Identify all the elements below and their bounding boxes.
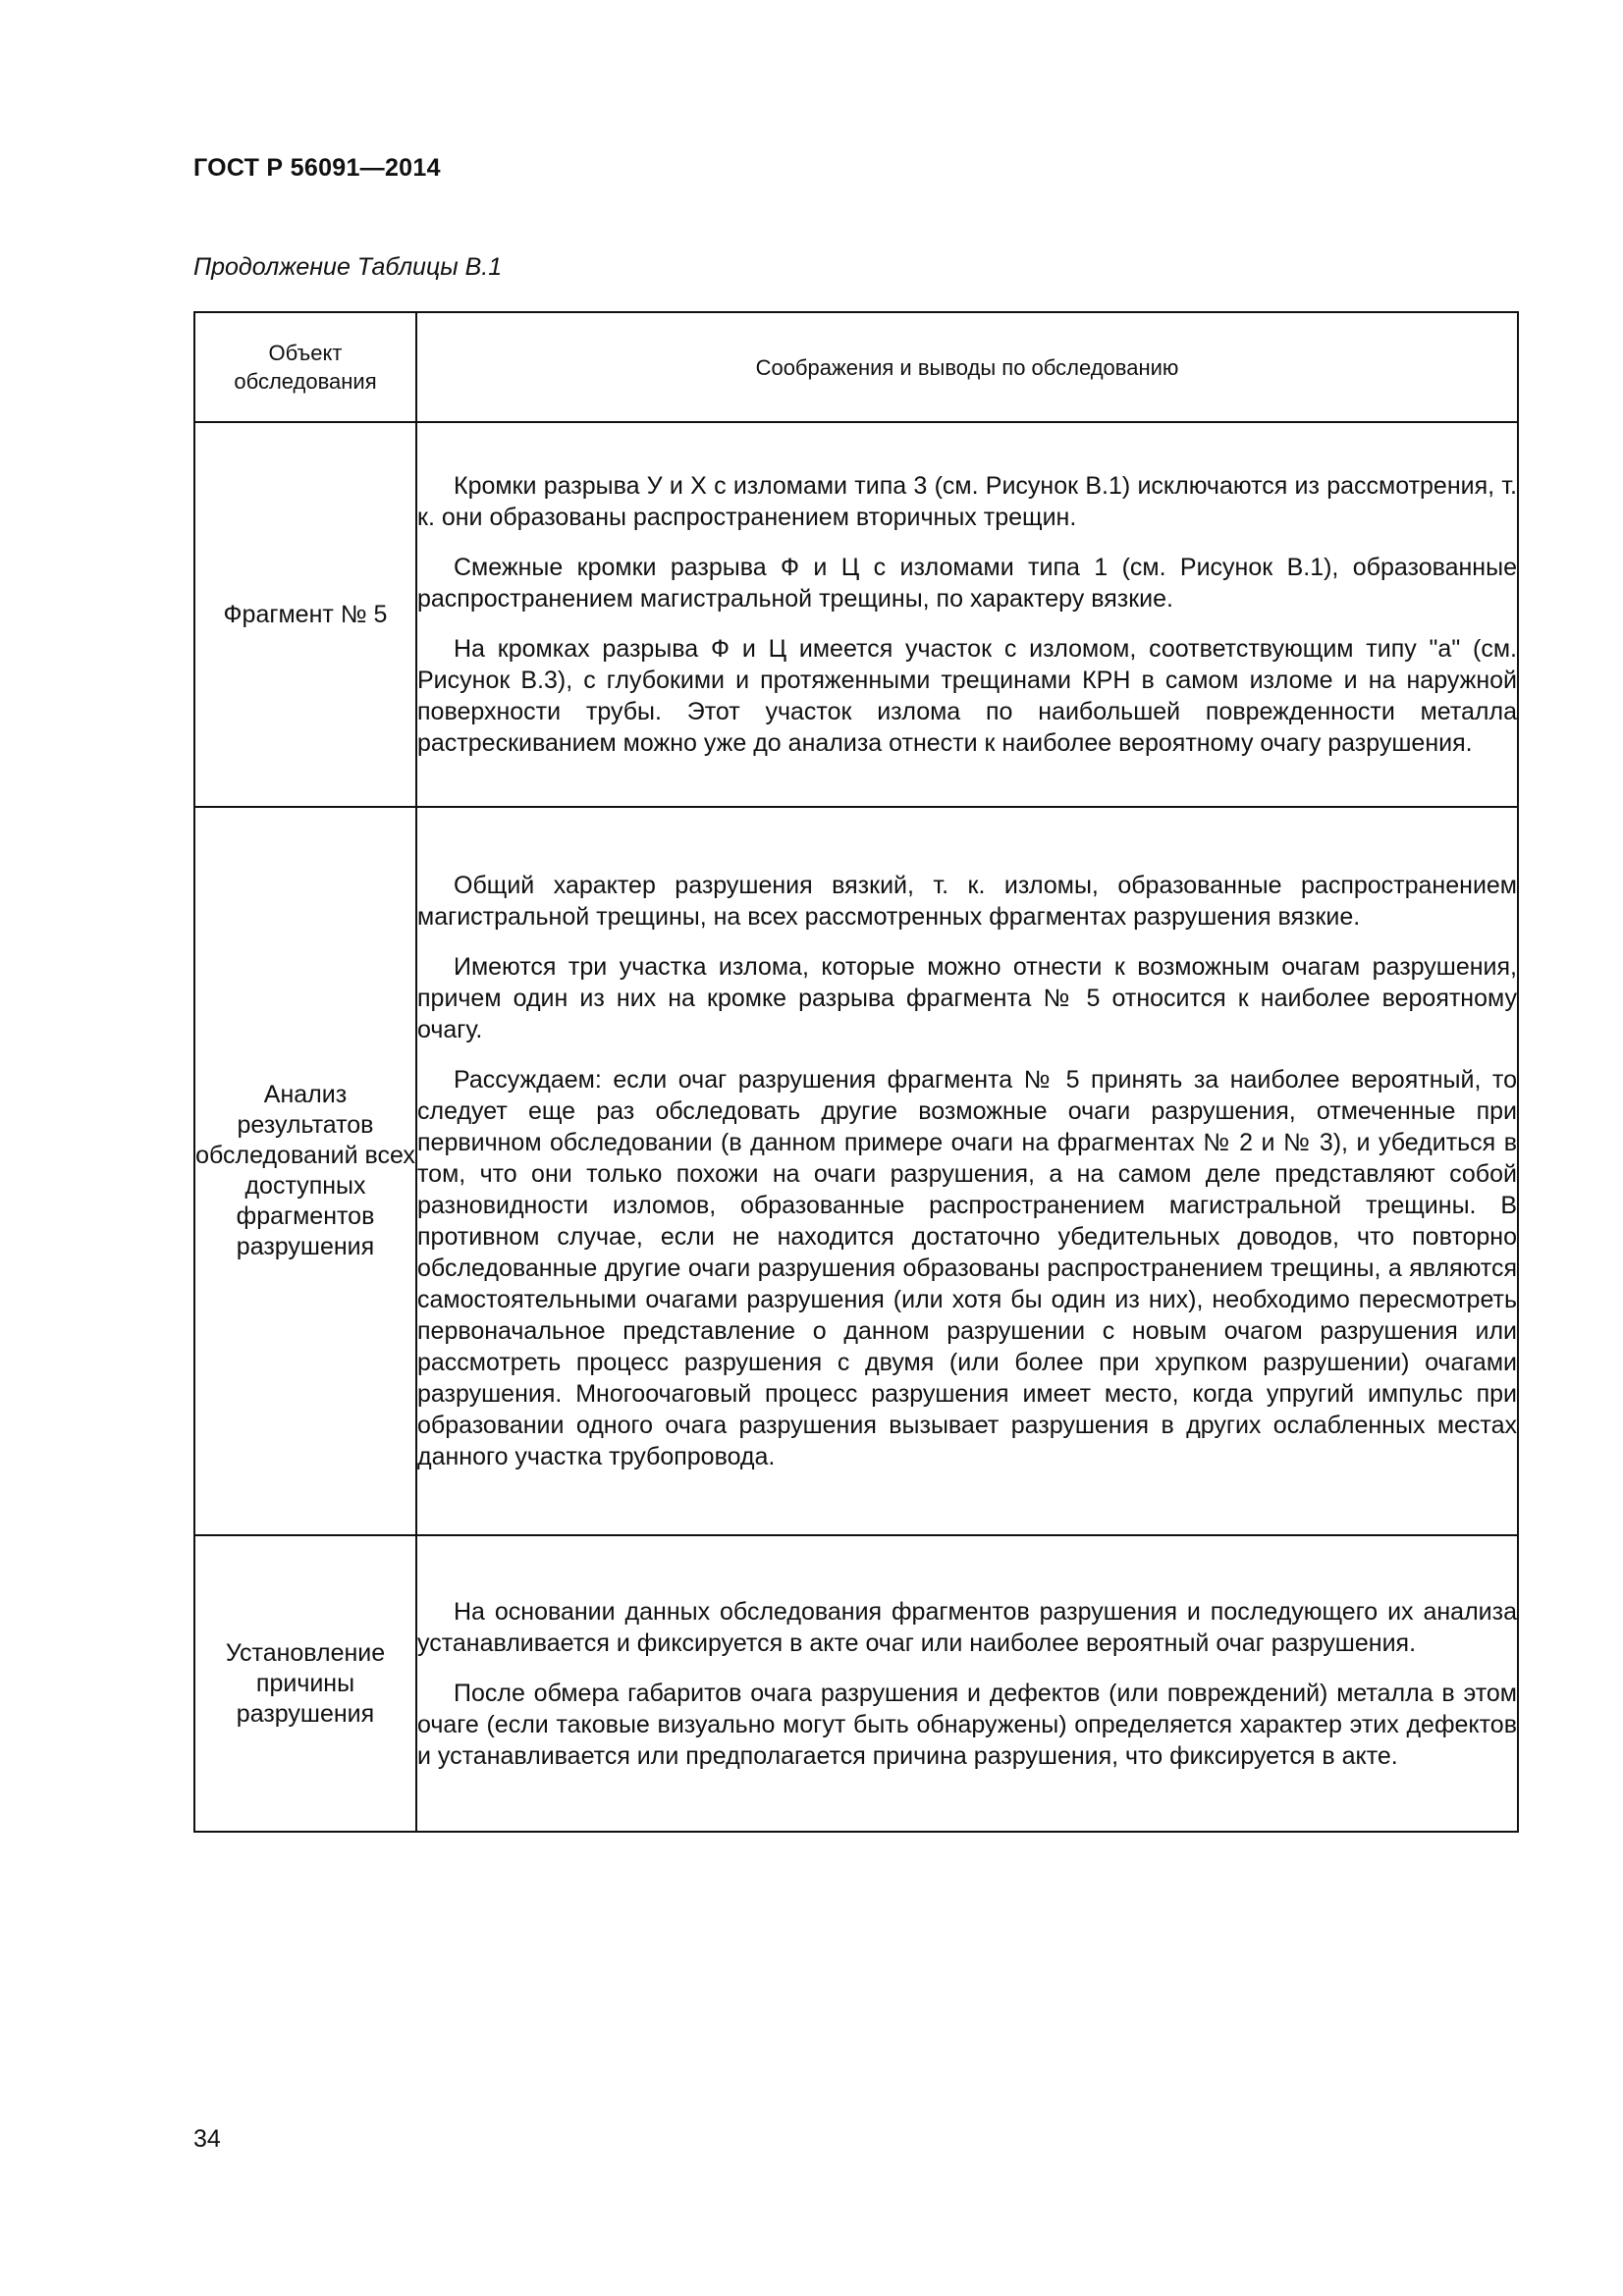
table-row: [194, 807, 1518, 1535]
column-header-findings: Соображения и выводы по обследованию: [416, 312, 1518, 422]
findings-paragraph: На кромках разрыва Ф и Ц имеется участок с изломом, соответствующим типу "а" (см. Рисунок В.3), с глубокими и протяженными трещинами КРН в самом изломе и на наружной поверхности трубы. Этот участок излома по наибольшей поврежденности металла растрескиванием можно уже до анализа отнести к наиболее вероятному очагу разрушения.: [417, 635, 1517, 757]
findings-paragraph: Кромки разрыва У и Х с изломами типа 3 (см. Рисунок В.1) исключаются из рассмотрения, т. к. они образованы распространением вторичных трещин.: [417, 472, 1517, 531]
findings-paragraph: Имеются три участка излома, которые можно отнести к возможным очагам разрушения, причем один из них на кромке разрыва фрагмента № 5 относится к наиболее вероятному очагу.: [417, 953, 1517, 1043]
findings-table: [193, 311, 1519, 1833]
page-number: 34: [193, 2125, 221, 2153]
findings-paragraph: Смежные кромки разрыва Ф и Ц с изломами типа 1 (см. Рисунок В.1), образованные распространением магистральной трещины, по характеру вязкие.: [417, 554, 1517, 613]
document-code: ГОСТ Р 56091—2014: [193, 154, 441, 182]
findings-paragraph: Рассуждаем: если очаг разрушения фрагмента № 5 принять за наиболее вероятный, то следует еще раз обследовать другие возможные очаги разрушения, отмеченные при первичном обследовании (в данном примере очаги на фрагментах № 2 и № 3), и убедиться в том, что они только похожи на очаги разрушения, а на самом деле представляют собой разновидности изломов, образованные распространением магистральной трещины. В противном случае, если не находится достаточно убедительных доводов, что повторно обследованные другие очаги разрушения образованы распространением трещины, а являются самостоятельными очагами разрушения (или хотя бы один из них), необходимо пересмотреть первоначальное представление о данном разрушении с новым очагом разрушения или рассмотреть процесс разрушения с двумя (или более при хрупком разрушении) очагами разрушения. Многоочаговый процесс разрушения имеет место, когда упругий импульс при образовании одного очага разрушения вызывает разрушения в других ослабленных местах данного участка трубопровода.: [417, 1066, 1517, 1470]
row-object-cell: Анализ результатов обследований всех доступных фрагментов разрушения: [194, 807, 416, 1535]
findings-paragraph: Общий характер разрушения вязкий, т. к. изломы, образованные распространением магистральной трещины, на всех рассмотренных фрагментах разрушения вязкие.: [417, 872, 1517, 931]
table-header-row: [194, 312, 1518, 422]
column-header-object: Объект обследования: [194, 312, 416, 422]
row-findings-cell: [416, 807, 1518, 1535]
findings-paragraph: После обмера габаритов очага разрушения и дефектов (или повреждений) металла в этом очаге (если таковые визуально могут быть обнаружены) определяется характер этих дефектов и устанавливается или предполагается причина разрушения, что фиксируется в акте.: [417, 1679, 1517, 1770]
row-object-cell: Установление причины разрушения: [194, 1535, 416, 1832]
row-object-cell: Фрагмент № 5: [194, 422, 416, 807]
findings-paragraph: На основании данных обследования фрагментов разрушения и последующего их анализа устанавливается и фиксируется в акте очаг или наиболее вероятный очаг разрушения.: [417, 1597, 1517, 1657]
table-row: [194, 422, 1518, 807]
table-continuation-caption: Продолжение Таблицы В.1: [193, 253, 503, 281]
table-row: [194, 1535, 1518, 1832]
row-findings-cell: [416, 422, 1518, 807]
row-findings-cell: [416, 1535, 1518, 1832]
